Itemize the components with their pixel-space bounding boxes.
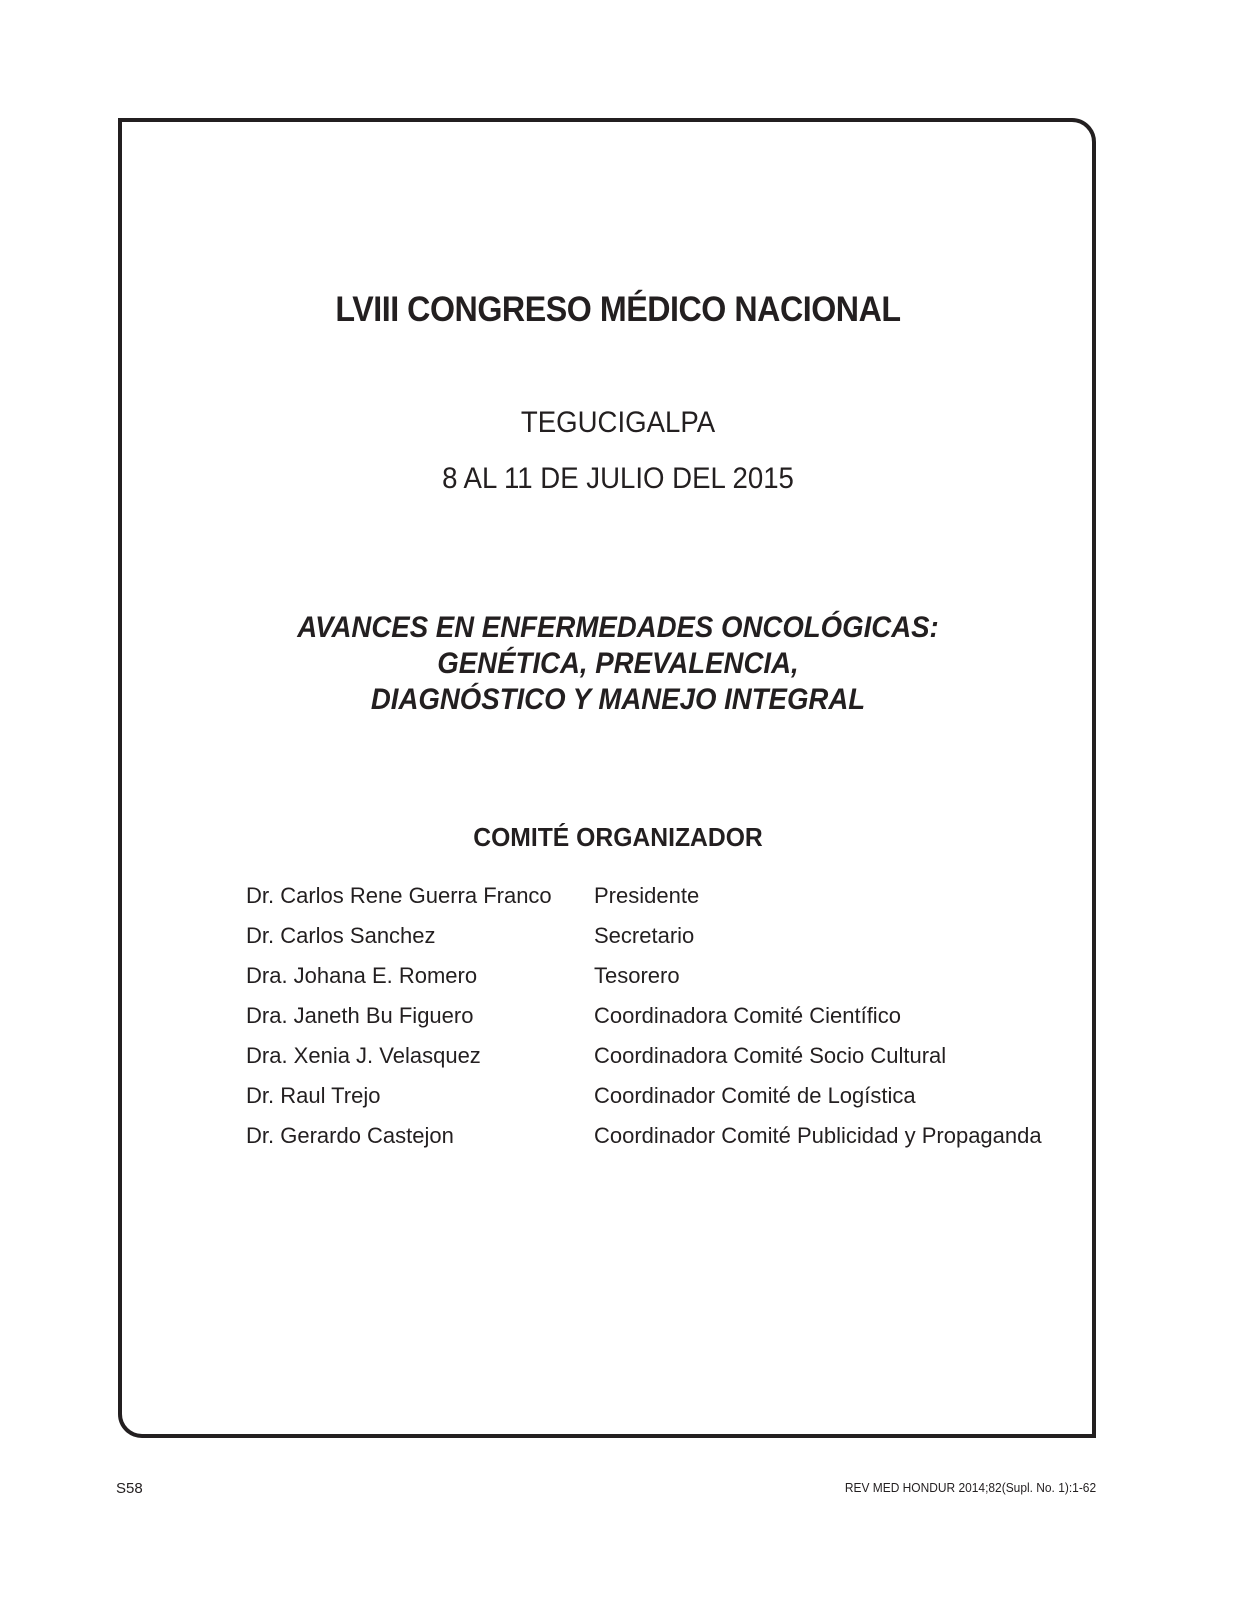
member-role: Coordinador Comité Publicidad y Propaganda (594, 1123, 1042, 1148)
member-name: Dra. Johana E. Romero (246, 963, 478, 988)
member-role: Secretario (594, 923, 695, 948)
member-name: Dr. Gerardo Castejon (246, 1123, 454, 1148)
member-name: Dr. Carlos Sanchez (246, 923, 436, 948)
committee-heading: COMITÉ ORGANIZADOR (473, 822, 763, 852)
congress-title: LVIII CONGRESO MÉDICO NACIONAL (335, 290, 901, 329)
congress-theme (49, 610, 1186, 718)
committee-member (246, 960, 1046, 1000)
member-name: Dra. Xenia J. Velasquez (246, 1043, 481, 1068)
committee-member (246, 1080, 1046, 1120)
committee-member (246, 1040, 1046, 1080)
congress-dates: 8 AL 11 DE JULIO DEL 2015 (442, 462, 794, 495)
theme-line-3: DIAGNÓSTICO Y MANEJO INTEGRAL (370, 683, 866, 716)
page-number: S58 (116, 1480, 143, 1497)
theme-line-1: AVANCES EN ENFERMEDADES ONCOLÓGICAS: (297, 611, 939, 644)
member-name: Dr. Raul Trejo (246, 1083, 381, 1108)
journal-citation: REV MED HONDUR 2014;82(Supl. No. 1):1-62 (844, 1480, 1096, 1495)
member-role: Presidente (594, 883, 700, 908)
committee-member (246, 880, 1046, 920)
member-role: Coordinadora Comité Socio Cultural (594, 1043, 947, 1068)
member-name: Dra. Janeth Bu Figuero (246, 1003, 474, 1028)
committee-member (246, 920, 1046, 960)
theme-line-2: GENÉTICA, PREVALENCIA, (437, 647, 799, 680)
member-name: Dr. Carlos Rene Guerra Franco (246, 883, 552, 908)
member-role: Coordinadora Comité Científico (594, 1003, 901, 1028)
member-role: Tesorero (594, 963, 680, 988)
committee-member (246, 1000, 1046, 1040)
congress-city: TEGUCIGALPA (520, 406, 716, 439)
committee-member (246, 1120, 1046, 1160)
committee-list (246, 880, 1046, 1160)
member-role: Coordinador Comité de Logística (594, 1083, 916, 1108)
